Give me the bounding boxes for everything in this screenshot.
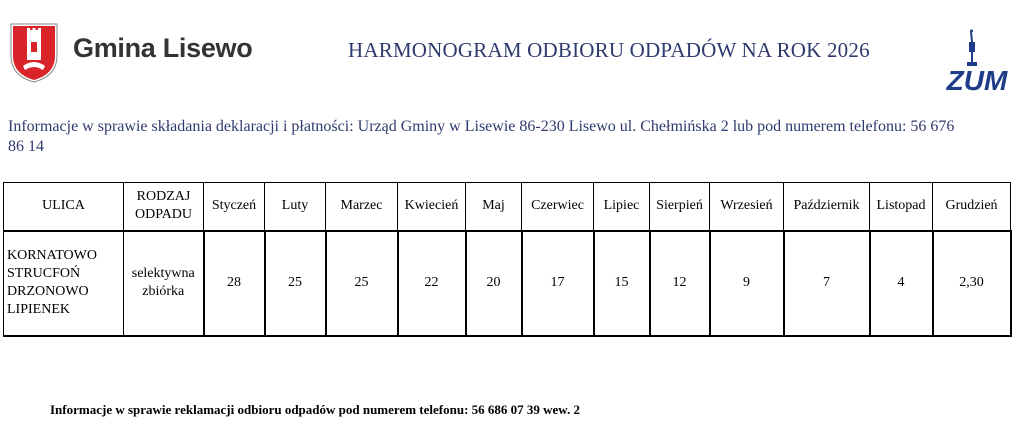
collection-day-cell: 25 [326, 231, 398, 337]
month-header: Październik [784, 183, 870, 231]
street-name: STRUCFOŃ [7, 266, 81, 282]
waste-type-cell [124, 231, 204, 337]
month-header: Sierpień [650, 183, 710, 231]
collection-day-cell: 7 [784, 231, 870, 337]
street-list-cell [4, 231, 124, 337]
waste-type-header [124, 183, 204, 231]
month-header: Marzec [326, 183, 398, 231]
street-name: LIPIENEK [7, 302, 70, 318]
page-title: HARMONOGRAM ODBIORU ODPADÓW NA ROK 2026 [348, 38, 870, 62]
complaints-info: Informacje w sprawie reklamacji odbioru odpadów pod numerem telefonu: 56 686 07 39 wew. 2 [50, 402, 580, 417]
collection-day-cell: 15 [594, 231, 650, 337]
collection-day-cell: 12 [650, 231, 710, 337]
waste-type-line1: selektywna [131, 266, 195, 282]
collection-day-cell: 2,30 [933, 231, 1011, 337]
month-header: Czerwiec [522, 183, 594, 231]
month-header: Lipiec [594, 183, 650, 231]
month-header: Wrzesień [710, 183, 784, 231]
waste-type-header-line1: RODZAJ [136, 189, 191, 205]
street-header: ULICA [4, 183, 124, 231]
collection-day-cell: 4 [870, 231, 933, 337]
waste-type-line2: zbiórka [142, 284, 185, 300]
month-header: Maj [466, 183, 522, 231]
collection-day-cell: 25 [265, 231, 326, 337]
month-header: Listopad [870, 183, 933, 231]
town-crest-icon [9, 22, 59, 84]
zum-logo-icon [940, 28, 1014, 104]
declaration-info: Informacje w sprawie składania deklaracji i płatności: Urząd Gminy w Lisewie 86-230 Lisewo ul. Chełmińska 2 lub pod numerem telefonu: 56 676 86 14 [8, 118, 955, 155]
zum-logo-text: ZUM [946, 65, 1008, 96]
street-name: DRZONOWO [7, 284, 89, 300]
table-row [4, 231, 1011, 337]
month-header: Kwiecień [398, 183, 466, 231]
collection-day-cell: 9 [710, 231, 784, 337]
collection-day-cell: 20 [466, 231, 522, 337]
month-header: Grudzień [933, 183, 1011, 231]
collection-schedule-table [3, 182, 1012, 337]
waste-type-header-line2: ODPADU [134, 207, 193, 223]
street-name: KORNATOWO [7, 248, 97, 264]
table-header-row [4, 183, 1011, 231]
month-header: Luty [265, 183, 326, 231]
collection-day-cell: 22 [398, 231, 466, 337]
municipality-brand: Gmina Lisewo [73, 33, 253, 63]
collection-day-cell: 28 [204, 231, 265, 337]
month-header: Styczeń [204, 183, 265, 231]
collection-day-cell: 17 [522, 231, 594, 337]
